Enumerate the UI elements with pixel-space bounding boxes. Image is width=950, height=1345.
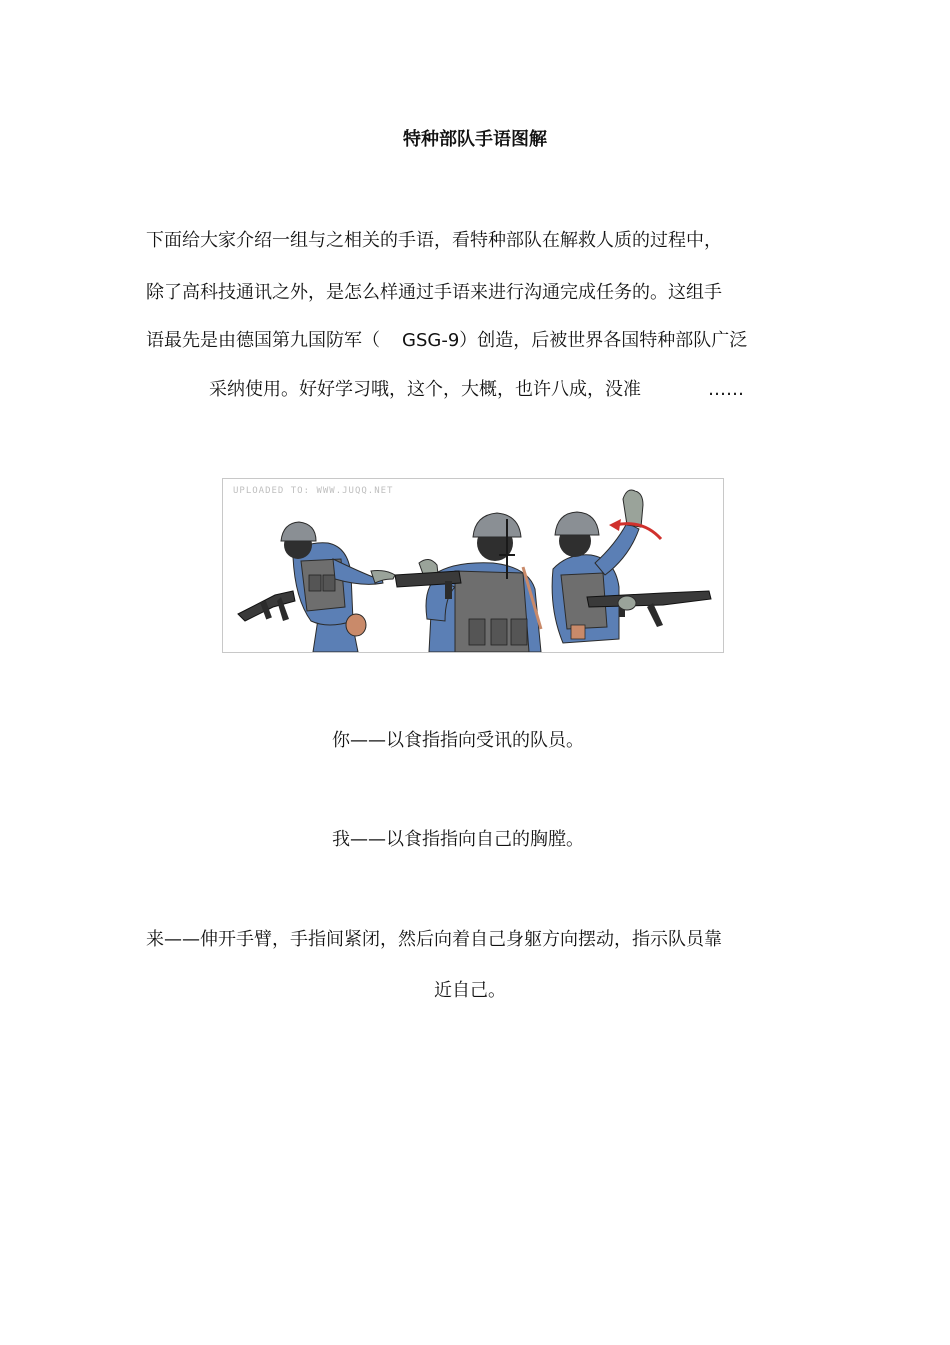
intro-line-4: 采纳使用。好好学习哦，这个，大概，也许八成，没准 <box>209 379 641 400</box>
soldier-come-gesture-figure <box>552 490 711 643</box>
sign-you-description: 你——以食指指向受讯的队员。 <box>332 730 584 751</box>
sign-come-description-line-1: 来——伸开手臂，手指间紧闭，然后向着自己身躯方向摆动，指示队员靠 <box>146 929 722 950</box>
intro-line-3-part-a: 语最先是由德国第九国防军（ <box>146 330 380 351</box>
hand-signal-illustration <box>222 478 724 653</box>
watermark-text: UPLOADED TO: WWW.JUQQ.NET <box>233 486 394 496</box>
sign-come-description-line-2: 近自己。 <box>434 980 506 1001</box>
page-title: 特种部队手语图解 <box>403 129 547 150</box>
intro-ellipsis: …… <box>708 379 744 400</box>
intro-line-1: 下面给大家介绍一组与之相关的手语，看特种部队在解救人质的过程中， <box>146 230 722 251</box>
soldiers-drawing <box>223 479 723 652</box>
soldier-pointing-me-figure <box>395 513 541 652</box>
sign-me-description: 我——以食指指向自己的胸膛。 <box>332 829 584 850</box>
intro-line-3-part-b: GSG-9）创造，后被世界各国特种部队广泛 <box>402 330 748 351</box>
soldier-pointing-you-figure <box>238 522 395 652</box>
intro-line-2: 除了高科技通讯之外，是怎么样通过手语来进行沟通完成任务的。这组手 <box>146 282 722 303</box>
intro-line-3 <box>146 330 747 352</box>
